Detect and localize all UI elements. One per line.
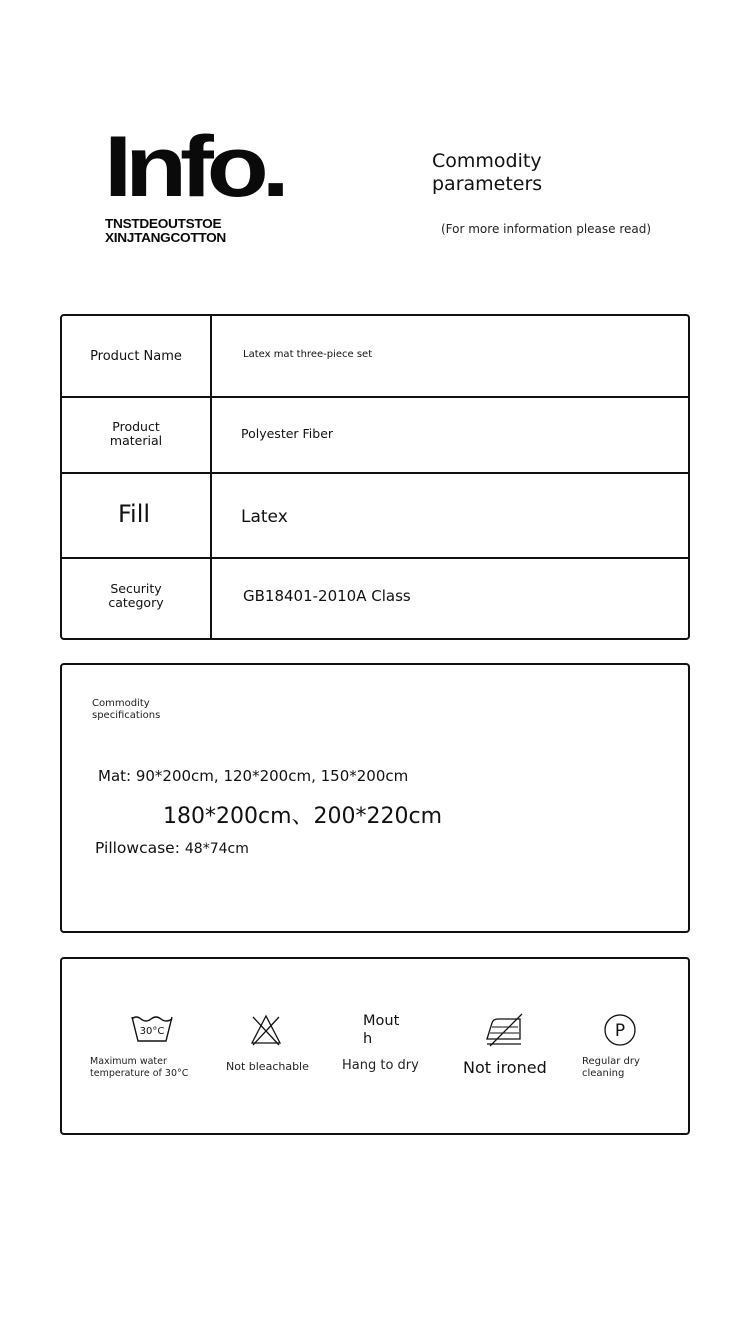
table-divider-vertical [210, 316, 212, 638]
table-divider-1 [62, 396, 688, 398]
value-security-category: GB18401-2010A Class [243, 587, 411, 605]
label-security-category-line-2: category [108, 595, 164, 610]
no-iron-icon [484, 1013, 524, 1047]
label-product-material [62, 420, 210, 448]
table-divider-2 [62, 472, 688, 474]
label-security-category-line-1: Security [110, 581, 162, 596]
info-logo: Info. [104, 119, 283, 215]
dry-label-line-2: cleaning [582, 1068, 625, 1079]
label-product-material-line-2: material [109, 433, 163, 448]
value-product-material: Polyester Fiber [241, 426, 334, 441]
hang-label: Hang to dry [342, 1058, 419, 1073]
hang-icon-line-1: Mout [363, 1013, 400, 1029]
dry-clean-icon [603, 1013, 637, 1047]
title-line-2: parameters [432, 173, 543, 195]
mat-sizes-line-1: Mat: 90*200cm, 120*200cm, 150*200cm [98, 767, 409, 785]
hang-dry-icon [363, 1012, 399, 1048]
specifications-box [60, 663, 690, 933]
wash-label-line-2: temperature of 30°C [90, 1068, 189, 1079]
no-bleach-icon [249, 1013, 283, 1047]
dry-clean-label [582, 1056, 640, 1080]
dry-clean-letter: P [614, 1021, 626, 1041]
label-fill: Fill [117, 500, 151, 528]
value-fill: Latex [241, 507, 288, 527]
hang-icon-line-2: h [363, 1031, 373, 1047]
spec-title-line-2: specifications [92, 710, 161, 721]
label-product-material-line-1: Product [112, 419, 160, 434]
value-product-name: Latex mat three-piece set [243, 349, 373, 360]
parameters-table [60, 314, 690, 640]
dry-label-line-1: Regular dry [582, 1056, 640, 1067]
spec-title-line-1: Commodity [92, 698, 150, 709]
table-divider-3 [62, 557, 688, 559]
pillowcase-label: Pillowcase: [95, 839, 185, 857]
pillowcase-value: 48*74cm [184, 841, 249, 857]
wash-temperature: 30°C [139, 1026, 165, 1037]
brand-lines [105, 217, 226, 245]
mat-sizes-line-2: 180*200cm、200*220cm [163, 804, 443, 829]
wash-tub-icon [130, 1015, 174, 1045]
label-security-category [62, 582, 210, 610]
brand-line-2: XINJTANGCOTTON [105, 230, 226, 245]
commodity-parameters-title [432, 150, 542, 196]
wash-label [90, 1056, 188, 1080]
wash-label-line-1: Maximum water [90, 1056, 167, 1067]
care-instructions-box [60, 957, 690, 1135]
bleach-label: Not bleachable [226, 1060, 309, 1073]
title-line-1: Commodity [432, 150, 542, 172]
specifications-title [92, 698, 160, 722]
pillowcase-size [95, 838, 249, 857]
label-product-name: Product Name [90, 349, 182, 364]
iron-label: Not ironed [463, 1058, 547, 1077]
brand-line-1: TNSTDEOUTSTOE [105, 216, 222, 231]
read-more-note: (For more information please read) [441, 222, 652, 236]
